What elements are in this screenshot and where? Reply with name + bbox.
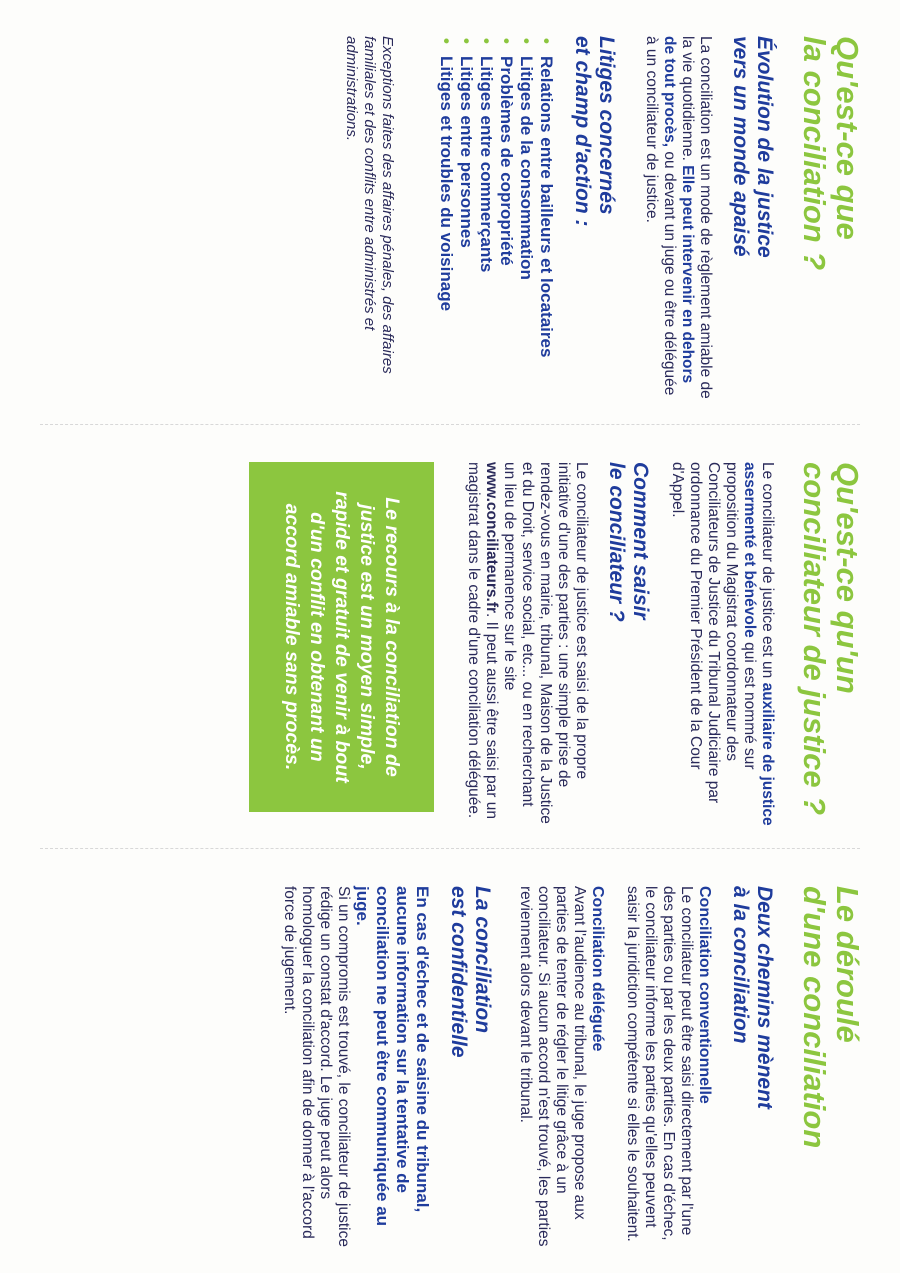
- bullet-icon: •: [537, 38, 556, 44]
- litiges-heading-line1: Litiges concernés: [595, 36, 618, 215]
- list-item: [476, 36, 496, 402]
- list-item-label: Litiges de la consommation: [517, 56, 536, 280]
- evolution-heading-line1: Évolution de la justice: [753, 36, 776, 258]
- confidential-heading: [446, 886, 494, 1252]
- conciliator-part-a: Le conciliateur de justice est un: [759, 462, 776, 683]
- panel2-title: [798, 462, 864, 826]
- panel1-title-line1: Qu'est-ce que: [830, 36, 865, 240]
- conciliateurs-website-link[interactable]: www.conciliateurs.fr: [483, 462, 500, 614]
- evolution-heading-line2: vers un monde apaisé: [729, 36, 752, 257]
- delegated-subheading: Conciliation déléguée: [589, 886, 606, 1052]
- bullet-icon: •: [497, 38, 516, 44]
- confidential-statement: En cas d'échec et de saisine du tribunal, aucune information sur la tentative de conciliation ne peut être communiquée au juge.: [353, 886, 432, 1227]
- confidential-heading-line2: est confidentielle: [447, 886, 470, 1058]
- list-item: [516, 36, 536, 402]
- saisir-text: [464, 462, 590, 826]
- definition-part-c: ou devant un juge ou être déléguée à un conciliateur de justice.: [643, 36, 678, 396]
- list-item: [456, 36, 476, 402]
- saisir-part-c: . Il peut aussi être saisi par un magistrat dans le cadre d'une conciliation déléguée.: [465, 462, 500, 819]
- exceptions-note: Exceptions faites des affaires pénales, des affaires familiales et des conflits entre administrés et administrations.: [343, 36, 396, 374]
- panel3-title-line2: d'une conciliation: [797, 886, 832, 1149]
- two-paths-heading-line2: à la conciliation: [729, 886, 752, 1044]
- callout-box: [249, 462, 434, 812]
- panel-conciliation-process: [0, 848, 900, 1272]
- panel2-title-line1: Qu'est-ce qu'un: [830, 462, 865, 694]
- conventional-text: Le conciliateur peut être saisi directement par l'une des parties ou par les deux parties. En cas d'échec, le conciliateur informe les parties qu'elles peuvent saisir la juridiction compétente si elles le souhaitent.: [624, 886, 695, 1242]
- evolution-heading: [728, 36, 776, 402]
- delegated-text: Avant l'audience au tribunal, le juge propose aux parties de tenter de régler le litige grâce à un conciliateur. Si aucun accord n'est trouvé, les parties reviennent alors devant le tribunal.: [517, 886, 588, 1247]
- panel-what-is-conciliator: [0, 424, 900, 848]
- confidential-heading-line1: La conciliation: [471, 886, 494, 1034]
- agreement-text: Si un compromis est trouvé, le conciliateur de justice rédige un constat d'accord. Le juge peut alors homologuer la conciliation afin de donner à l'accord force de jugement.: [281, 886, 352, 1247]
- panel-what-is-conciliation: [0, 0, 900, 424]
- conciliator-part-c: qui est nommé sur proposition du Magistrat coordonnateur des Conciliateurs de Justice du Tribunal Judiciaire par ordonnance du Premier Président de la Cour d'Appel.: [669, 462, 758, 804]
- bullet-icon: •: [437, 38, 456, 44]
- bullet-icon: •: [517, 38, 536, 44]
- list-item-label: Litiges et troubles du voisinage: [437, 56, 456, 312]
- conventional-subheading: Conciliation conventionnelle: [696, 886, 713, 1104]
- callout-text: Le recours à la conciliation de justice est un moyen simple, rapide et gratuit de venir à bout d'un conflit en obtenant un accord amiable sans procès.: [281, 491, 403, 783]
- two-paths-heading-line1: Deux chemins mènent: [753, 886, 776, 1109]
- list-item: [496, 36, 516, 402]
- panel3-title-line1: Le déroulé: [830, 886, 865, 1043]
- conciliator-bold: auxiliaire de justice assermenté et bénévole: [741, 462, 776, 826]
- saisir-heading-line1: Comment saisir: [629, 462, 652, 620]
- conciliator-definition: [668, 462, 776, 826]
- panel3-title: [798, 886, 864, 1252]
- saisir-heading-line2: le conciliateur ?: [605, 462, 628, 622]
- list-item-label: Problèmes de copropriété: [497, 56, 516, 266]
- saisir-part-a: Le conciliateur de justice est saisi de la propre initiative d'une des parties : une simple prise de rendez-vous en mairie, tribunal, Maison de la Justice et du Droit, service social, etc... ou en recherchant un lieu de permanence sur le site: [501, 462, 590, 824]
- list-item-label: Litiges entre commerçants: [477, 56, 496, 273]
- litiges-heading-line2: et champ d'action :: [571, 36, 594, 227]
- litiges-list: [436, 36, 556, 402]
- bullet-icon: •: [477, 38, 496, 44]
- list-item: [536, 36, 556, 402]
- definition-part-a: La conciliation est un mode de règlement amiable de la vie quotidienne.: [679, 36, 714, 399]
- litiges-heading: [570, 36, 618, 402]
- list-item-label: Litiges entre personnes: [457, 56, 476, 248]
- definition-bold: Elle peut intervenir en dehors de tout procès,: [661, 36, 696, 384]
- list-item: [436, 36, 456, 402]
- panel2-title-line2: conciliateur de justice ?: [797, 462, 832, 816]
- list-item-label: Relations entre bailleurs et locataires: [537, 56, 556, 358]
- panel1-title-line2: la conciliation ?: [797, 36, 832, 271]
- bullet-icon: •: [457, 38, 476, 44]
- two-paths-heading: [728, 886, 776, 1252]
- conciliation-definition: [642, 36, 714, 402]
- panel1-title: [798, 36, 864, 402]
- saisir-heading: [604, 462, 652, 826]
